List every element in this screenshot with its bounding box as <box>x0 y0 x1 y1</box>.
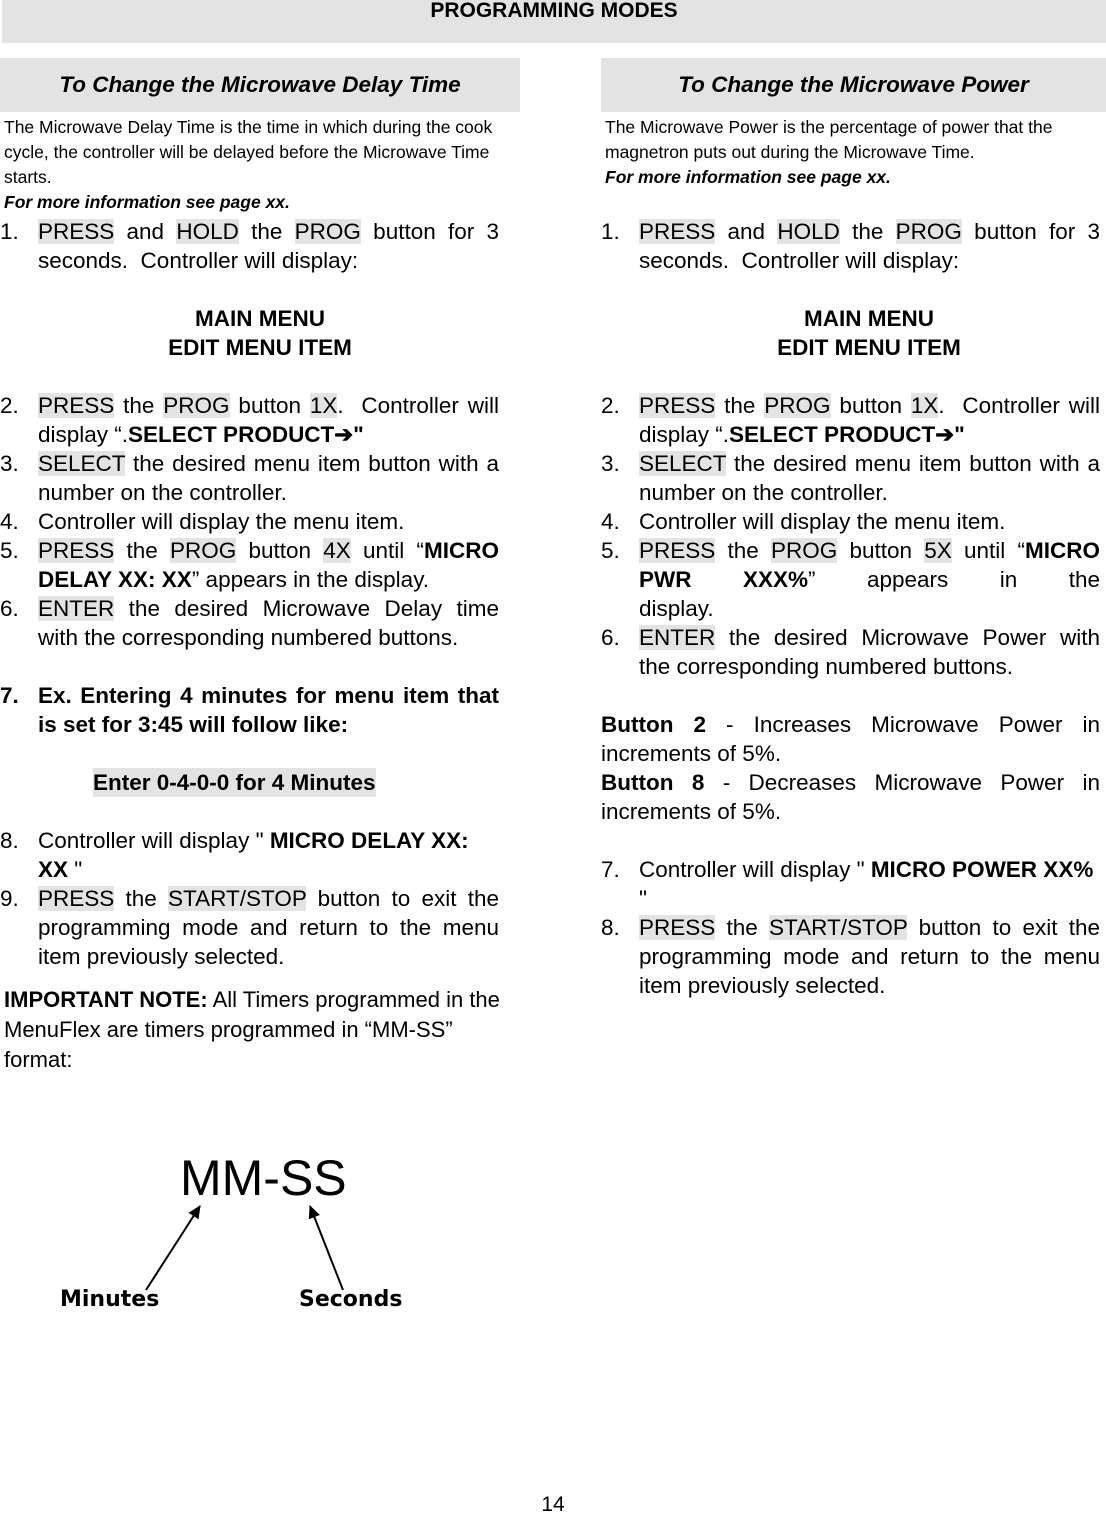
list-item: 8. PRESS the START/STOP button to exit the programming mode and return to the menu item previously selected. <box>601 915 1100 998</box>
main-menu-display: MAIN MENU EDIT MENU ITEM <box>777 306 961 360</box>
section-heading: To Change the Microwave Power <box>601 58 1106 112</box>
list-item: 7. Controller will display " MICRO POWER XX% " <box>601 857 1094 911</box>
step-list <box>601 217 1100 275</box>
section-intro <box>605 115 1106 217</box>
seconds-label: Seconds <box>299 1287 403 1312</box>
more-info-text: For more information see page xx. <box>4 192 290 212</box>
list-item: 1. PRESS and HOLD the PROG button for 3 seconds. Controller will display: <box>601 219 1101 273</box>
power-section: To Change the Microwave Power The Microwave Power is the percentage of power that the magnetron puts out during the Microwave Time. For more information see page xx. 1. PRESS and HOLD the PROG button for 3 seconds. Controller will display: MAIN MENU EDIT MENU ITEM 2. PRESS the PROG button 1X. Controller will display “.SELECT PRODUCT➔" 3. SELECT the desired menu item button with a number on the controller. 4. Controller will display the menu item. 5. PRESS the PROG button 5X until “MICRO PWR XXX%” appears in the display. 6. ENTER the desired Microwave Power with the corresponding numbered buttons. Button 2 - Increases Microwave Power in increments of 5%. Button 8 - Decreases Microwave Power in increments of 5%. 7. Controller will display " MICRO POWER XX% " 8. PRESS the START/STOP button to exit the programming mode and return to the menu item previously selected. <box>601 58 1106 1000</box>
button-8-note: Button 8 - Decreases Microwave Power in increments of 5%. <box>601 770 1100 824</box>
section-heading: To Change the Microwave Delay Time <box>0 58 520 112</box>
step-list <box>601 391 1100 623</box>
mm-ss-format: MM-SS <box>180 1150 347 1206</box>
minutes-label: Minutes <box>60 1287 160 1312</box>
list-item: 6. ENTER the desired Microwave Delay time with the corresponding numbered buttons. <box>0 596 499 650</box>
list-item: 1. PRESS and HOLD the PROG button for 3 seconds. Controller will display: <box>0 219 500 273</box>
list-item: 9. PRESS the START/STOP button to exit the programming mode and return to the menu item previously selected. <box>0 886 499 969</box>
list-item: 6. ENTER the desired Microwave Power with the corresponding numbered buttons. <box>601 625 1100 679</box>
list-item: 4. Controller will display the menu item. <box>0 509 405 534</box>
minutes-arrow <box>146 1206 200 1290</box>
list-item: 2. PRESS the PROG button 1X. Controller will display “.SELECT PRODUCT➔" <box>0 393 500 447</box>
list-item: 5. PRESS the PROG button 4X until “MICRO DELAY XX: XX” appears in the display. <box>0 538 499 592</box>
list-item: 5. PRESS the PROG button 5X until “MICRO PWR XXX%” appears in the <box>601 538 1100 592</box>
seconds-arrow <box>310 1206 343 1290</box>
list-item: 2. PRESS the PROG button 1X. Controller will display “.SELECT PRODUCT➔" <box>601 393 1101 447</box>
important-note: IMPORTANT NOTE: All Timers programmed in the MenuFlex are timers programmed in “MM-SS” format: <box>4 987 500 1072</box>
intro-text: The Microwave Delay Time is the time in which during the cook cycle, the controller will be delayed before the Microwave Time starts. <box>4 117 493 187</box>
enter-example: Enter 0-4-0-0 for 4 Minutes <box>93 770 376 795</box>
step-list <box>601 623 1100 681</box>
list-item: 3. SELECT the desired menu item button with a number on the controller. <box>601 451 1100 505</box>
intro-text: The Microwave Power is the percentage of power that the magnetron puts out during the Microwave Time. <box>605 117 1053 162</box>
list-item: 3. SELECT the desired menu item button with a number on the controller. <box>0 451 499 505</box>
button-2-note: Button 2 - Increases Microwave Power in increments of 5%. <box>601 712 1101 766</box>
page-banner: PROGRAMMING MODES <box>2 0 1106 43</box>
step-list <box>601 855 1100 1000</box>
main-menu-display: MAIN MENU EDIT MENU ITEM <box>168 306 352 360</box>
list-item: 8. Controller will display " MICRO DELAY XX: XX " <box>0 828 469 882</box>
page-number: 14 <box>541 1493 565 1516</box>
list-item: 4. Controller will display the menu item. <box>601 509 1006 534</box>
list-item: 7. Ex. Entering 4 minutes for menu item that is set for 3:45 will follow like: <box>0 683 499 737</box>
more-info-text: For more information see page xx. <box>605 167 891 187</box>
